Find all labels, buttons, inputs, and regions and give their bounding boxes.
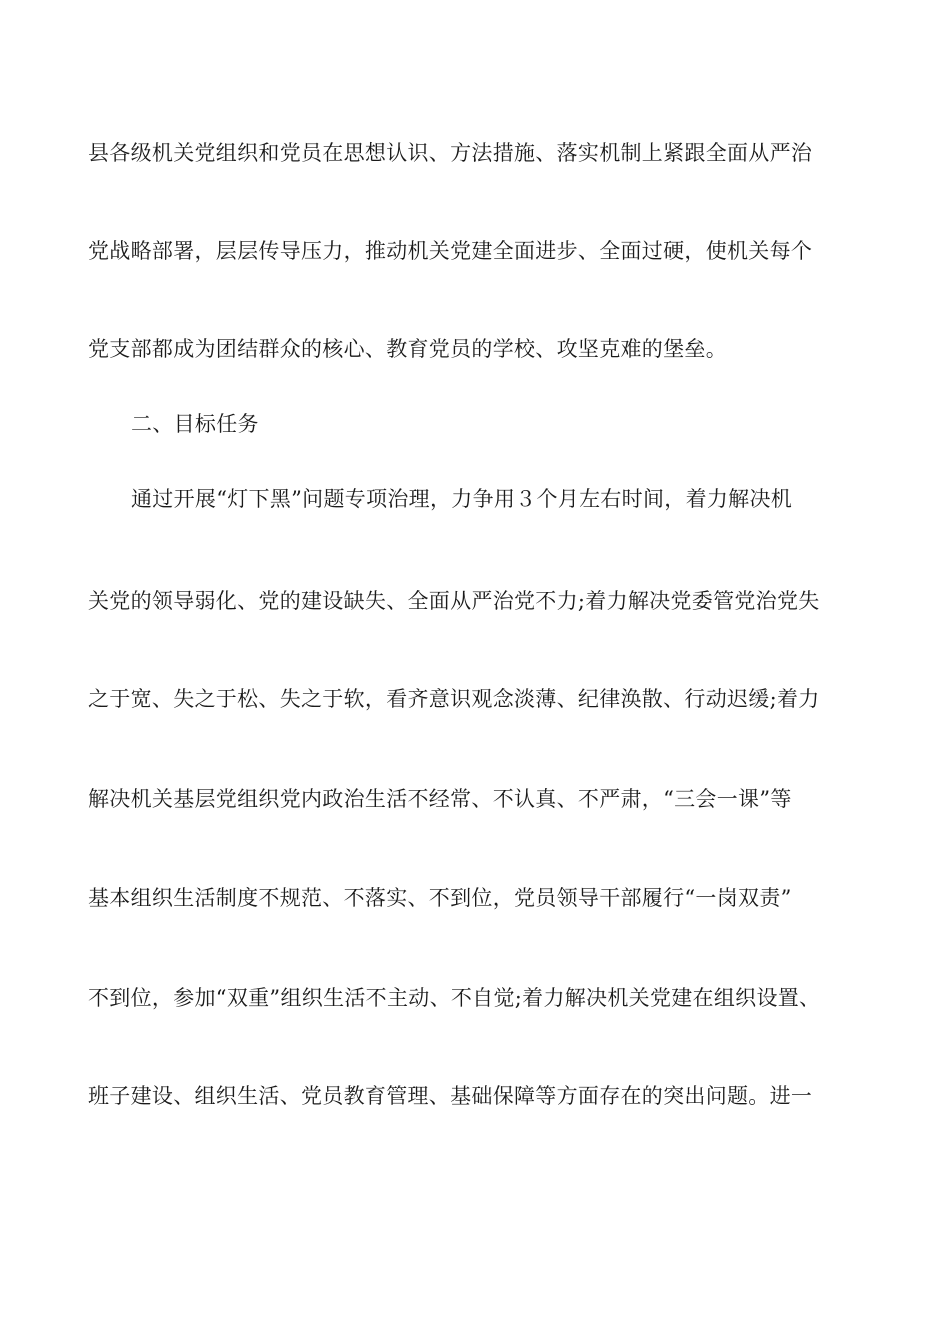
paragraph-line: 基本组织生活制度不规范、不落实、不到位，党员领导干部履行“一岗双责” [88, 886, 792, 910]
section-heading: 二、目标任务 [131, 412, 259, 436]
paragraph-line: 党战略部署，层层传导压力，推动机关党建全面进步、全面过硬，使机关每个 [88, 239, 813, 263]
paragraph-line: 之于宽、失之于松、失之于软，看齐意识观念淡薄、纪律涣散、行动迟缓;着力 [88, 687, 820, 711]
paragraph-line: 通过开展“灯下黑”问题专项治理，力争用３个月左右时间，着力解决机 [131, 487, 793, 511]
paragraph-line: 党支部都成为团结群众的核心、教育党员的学校、攻坚克难的堡垒。 [88, 337, 727, 361]
paragraph-line: 班子建设、组织生活、党员教育管理、基础保障等方面存在的突出问题。进一 [88, 1084, 813, 1108]
paragraph-line: 解决机关基层党组织党内政治生活不经常、不认真、不严肃，“三会一课”等 [88, 787, 792, 811]
paragraph-line: 县各级机关党组织和党员在思想认识、方法措施、落实机制上紧跟全面从严治 [88, 141, 813, 165]
paragraph-line: 不到位，参加“双重”组织生活不主动、不自觉;着力解决机关党建在组织设置、 [88, 986, 821, 1010]
paragraph-line: 关党的领导弱化、党的建设缺失、全面从严治党不力;着力解决党委管党治党失 [88, 589, 820, 613]
